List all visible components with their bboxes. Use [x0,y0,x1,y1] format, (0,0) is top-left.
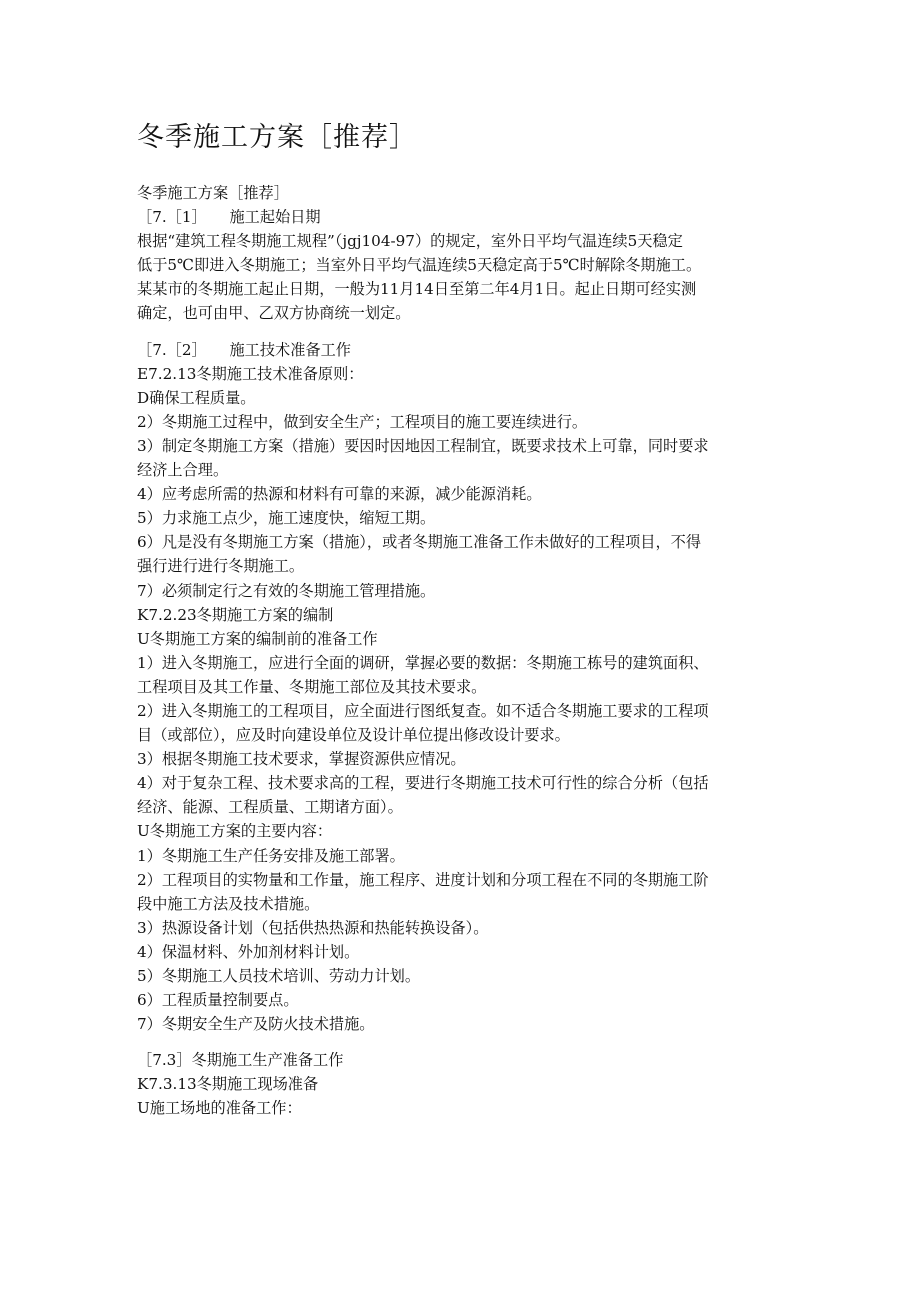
subsection-heading: U冬期施工方案的编制前的准备工作 [137,629,378,648]
subsection-heading: K7.2.23冬期施工方案的编制 [137,605,334,624]
list-item-continuation: 段中施工方法及技术措施。 [137,894,320,913]
subtitle-line: 冬季施工方案［推荐］ [137,184,289,202]
list-item: 4）对于复杂工程、技术要求高的工程，要进行冬期施工技术可行性的综合分析（包括 [137,774,709,793]
list-item: 6）工程质量控制要点。 [137,991,299,1010]
subsection-heading: U施工场地的准备工作： [137,1099,302,1118]
list-item: 5）冬期施工人员技术培训、劳动力计划。 [137,967,421,985]
list-item: 1）冬期施工生产任务安排及施工部署。 [137,846,405,865]
subsection-heading: E7.2.13冬期施工技术准备原则： [137,364,364,383]
list-item: 4）保温材料、外加剂材料计划。 [137,942,360,961]
list-item: 3）制定冬期施工方案（措施）要因时因地因工程制宜，既要求技术上可靠，同时要求 [137,436,709,455]
subsection-heading: U冬期施工方案的主要内容： [137,822,333,841]
subsection-heading: K7.3.13冬期施工现场准备 [137,1075,319,1094]
list-item-continuation: 目（或部位），应及时向建设单位及设计单位提出修改设计要求。 [137,726,570,745]
list-item: D确保工程质量。 [137,388,256,407]
section-heading: ［7.3］冬期施工生产准备工作 [137,1051,344,1070]
list-item-continuation: 经济上合理。 [137,461,229,480]
list-item-continuation: 经济、能源、工程质量、工期诸方面）。 [137,798,403,817]
blank-line [137,1036,787,1048]
list-item: 7）冬期安全生产及防火技术措施。 [137,1015,375,1034]
list-item: 3）热源设备计划（包括供热热源和热能转换设备）。 [137,918,489,937]
list-item: 1）进入冬期施工，应进行全面的调研，掌握必要的数据：冬期施工栋号的建筑面积、 [137,653,709,672]
section-heading: ［7.［1］ 施工起始日期 [137,208,321,227]
list-item: 6）凡是没有冬期施工方案（措施），或者冬期施工准备工作未做好的工程项目，不得 [137,533,702,552]
paragraph-line: 确定，也可由甲、乙双方协商统一划定。 [137,304,411,323]
paragraph-line: 根据“建筑工程冬期施工规程”（jgj104-97）的规定，室外日平均气温连续5天稳定 [137,232,683,251]
list-item: 5）力求施工点少，施工速度快，缩短工期。 [137,509,436,528]
list-item-continuation: 工程项目及其工作量、冬期施工部位及其技术要求。 [137,677,487,696]
paragraph-line: 某某市的冬期施工起止日期，一般为11月14日至第二年4月1日。起止日期可经实测 [137,280,697,299]
list-item: 7）必须制定行之有效的冬期施工管理措施。 [137,581,436,600]
list-item-continuation: 强行进行进行冬期施工。 [137,557,305,576]
paragraph-line: 低于5℃即进入冬期施工；当室外日平均气温连续5天稳定高于5℃时解除冬期施工。 [137,256,702,275]
list-item: 2）冬期施工过程中，做到安全生产；工程项目的施工要连续进行。 [137,412,588,431]
list-item: 2）进入冬期施工的工程项目，应全面进行图纸复查。如不适合冬期施工要求的工程项 [137,701,709,720]
document-title: 冬季施工方案［推荐］ [137,122,417,153]
document-body [137,181,787,1121]
list-item: 4）应考虑所需的热源和材料有可靠的来源，减少能源消耗。 [137,485,542,504]
blank-line [137,326,787,338]
list-item: 3）根据冬期施工技术要求，掌握资源供应情况。 [137,750,466,769]
section-heading: ［7.［2］ 施工技术准备工作 [137,340,351,359]
list-item: 2）工程项目的实物量和工作量，施工程序、进度计划和分项工程在不同的冬期施工阶 [137,870,709,889]
